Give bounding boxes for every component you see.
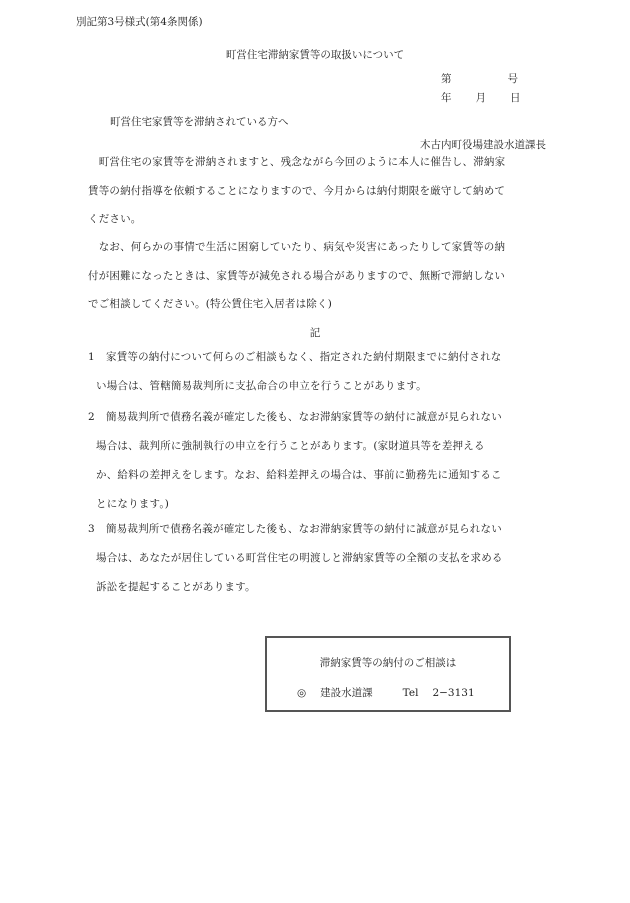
paragraph-2-line: 付が困難になったときは、家賃等が減免される場合がありますので、無断で滞納しない [88, 269, 506, 282]
item-number: 2 [88, 411, 95, 423]
number-suffix: 号 [507, 73, 518, 85]
paragraph-1-line: 賃等の納付指導を依頼することになりますので、今月からは納付期限を厳守して納めて [88, 184, 506, 197]
item-3-line: 訴訟を提起することがあります。 [96, 581, 256, 593]
consultation-notice-box [265, 636, 511, 712]
item-1-line: 1 家賃等の納付について何らのご相談もなく、指定された納付期限までに納付されな [88, 343, 553, 372]
date-month: 月 [475, 92, 486, 104]
item-2 [88, 403, 553, 519]
document-title: 町営住宅滞納家賃等の取扱いについて [225, 49, 405, 61]
item-2-line: 2 簡易裁判所で債務名義が確定した後も、なお滞納家賃等の納付に誠意が見られない [88, 403, 553, 432]
paragraph-2 [88, 233, 553, 319]
number-prefix: 第 [441, 73, 452, 85]
form-label: 別記第3号様式(第4条関係) [76, 16, 203, 28]
department-name: 建設水道課 [320, 687, 373, 699]
item-number: 1 [88, 351, 95, 363]
item-2-line: とになります。) [96, 498, 170, 510]
tel-label: Tel [402, 687, 419, 699]
date-day: 日 [510, 92, 521, 104]
item-3-line: 場合は、あなたが居住している町営住宅の明渡しと滞納家賃等の全額の支払を求める [96, 552, 503, 564]
item-3-line: 3 簡易裁判所で債務名義が確定した後も、なお滞納家賃等の納付に誠意が見られない [88, 515, 553, 544]
paragraph-2-line: なお、何らかの事情で生活に困窮していたり、病気や災害にあったりして家賃等の納 [88, 241, 506, 253]
item-2-line: 場合は、裁判所に強制執行の申立を行うことがあります。(家財道具等を差押える [96, 440, 485, 452]
paragraph-1-line: 町営住宅の家賃等を滞納されますと、残念ながら今回のように本人に催告し、滞納家 [88, 156, 506, 168]
notice-contact [297, 685, 475, 700]
item-number: 3 [88, 523, 95, 535]
double-circle-icon: ◎ [297, 687, 307, 699]
tel-number: 2−3131 [432, 687, 475, 699]
sender: 木古内町役場建設水道課長 [420, 139, 546, 151]
notice-title: 滞納家賃等の納付のご相談は [319, 657, 457, 669]
date-year: 年 [441, 92, 452, 104]
item-3 [88, 515, 553, 602]
item-2-line: か、給料の差押えをします。なお、給料差押えの場合は、事前に勤務先に通知するこ [96, 469, 502, 481]
item-1 [88, 343, 553, 401]
document-date-line [441, 90, 521, 105]
paragraph-1 [88, 148, 553, 234]
paragraph-1-line: ください。 [88, 213, 142, 225]
addressee: 町営住宅家賃等を滞納されている方へ [110, 116, 289, 128]
ki-heading: 記 [309, 327, 321, 339]
item-1-line: い場合は、管轄簡易裁判所に支払命合の申立を行うことがあります。 [96, 380, 427, 392]
paragraph-2-line: でご相談してください。(特公賃住宅入居者は除く) [88, 298, 332, 310]
document-number-line [441, 71, 518, 86]
